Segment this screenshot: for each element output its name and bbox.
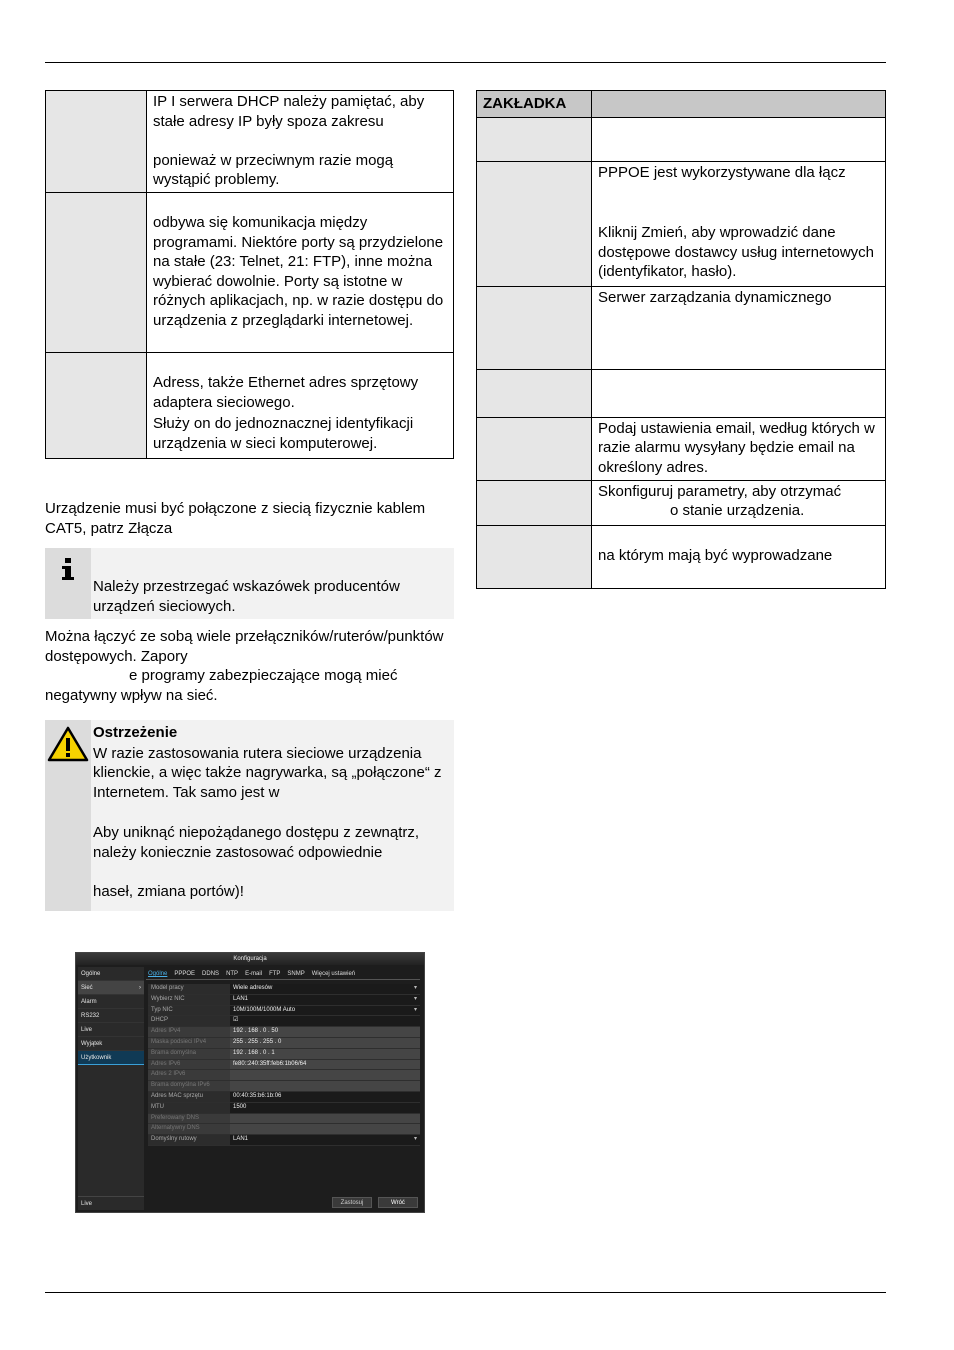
- dvr-back-button[interactable]: Wróć: [378, 1197, 418, 1208]
- dvr-setting-row: Brama domyślna IPv6: [148, 1081, 420, 1092]
- tab-name-cell: [477, 286, 592, 369]
- info-icon: [61, 558, 75, 580]
- dvr-side-menu: [78, 967, 144, 1210]
- tab-name-cell: [477, 525, 592, 588]
- dvr-tab[interactable]: FTP: [269, 971, 281, 977]
- warning-icon: [47, 726, 89, 762]
- dvr-setting-row[interactable]: DHCP ☑: [148, 1016, 420, 1027]
- dvr-setting-row[interactable]: MTU 1500: [148, 1103, 420, 1114]
- dvr-tab[interactable]: PPPOE: [174, 971, 196, 977]
- dvr-tab[interactable]: DDNS: [202, 971, 220, 977]
- tab-desc-cell: Skonfiguruj parametry, aby otrzymać o stanie urządzenia.: [592, 480, 886, 525]
- info-note-text: Należy przestrzegać wskazówek producentów urządzeń sieciowych.: [93, 578, 400, 615]
- tab-desc-cell: PPPOE jest wykorzystywane dla łącz Kliknij Zmień, aby wprowadzić dane dostępowe dostawcy usług internetowych (identyfikator, hasło).: [592, 161, 886, 286]
- definition-cell: IP I serwera DHCP należy pamiętać, aby stałe adresy IP były spoza zakresu ponieważ w przeciwnym razie mogą wystąpić problemy.: [147, 91, 454, 193]
- dvr-configuration-screenshot: [75, 952, 425, 1213]
- dvr-tab[interactable]: SNMP: [287, 971, 305, 977]
- warning-title: Ostrzeżenie: [93, 724, 178, 741]
- dvr-setting-row: Adres 2 IPv6: [148, 1070, 420, 1081]
- warning-text: W razie zastosowania rutera sieciowe urządzenia klienckie, a więc także nagrywarka, są „połączone“ z Internetem. Tak samo jest w: [93, 744, 442, 801]
- column-header-description: [592, 91, 886, 118]
- dvr-menu-item[interactable]: Live: [78, 1023, 144, 1037]
- tab-desc-cell: Podaj ustawienia email, według których w razie alarmu wysyłany będzie email na określony adres.: [592, 417, 886, 480]
- header-rule: [45, 62, 886, 63]
- dvr-menu-item[interactable]: Alarm: [78, 995, 144, 1009]
- dvr-setting-row: Alternatywny DNS: [148, 1124, 420, 1135]
- dvr-menu-item[interactable]: RS232: [78, 1009, 144, 1023]
- dvr-tab[interactable]: Ogólne: [148, 971, 168, 977]
- tab-desc-cell: [592, 117, 886, 161]
- term-cell: [46, 353, 147, 459]
- dvr-tab[interactable]: Więcej ustawień: [311, 971, 356, 977]
- dvr-setting-row[interactable]: Wybierz NIC LAN1 ▾: [148, 995, 420, 1006]
- warning-text: haseł, zmiana portów)!: [93, 883, 244, 900]
- network-terms-table: [45, 90, 454, 459]
- dvr-setting-row: Adres IPv4 192 . 168 . 0 . 50: [148, 1027, 420, 1038]
- dvr-setting-row[interactable]: Typ NIC 10M/100M/1000M Auto ▾: [148, 1006, 420, 1017]
- dvr-setting-row: Preferowany DNS: [148, 1114, 420, 1125]
- definition-cell: Adress, także Ethernet adres sprzętowy adaptera sieciowego. Służy on do jednoznacznej identyfikacji urządzenia w sieci komputerowej.: [147, 353, 454, 459]
- tab-name-cell: [477, 369, 592, 417]
- dvr-setting-row[interactable]: Model pracy Wiele adresów ▾: [148, 984, 420, 995]
- dvr-tab[interactable]: NTP: [226, 971, 239, 977]
- column-header-tab: ZAKŁADKA: [477, 91, 592, 118]
- tab-name-cell: [477, 480, 592, 525]
- tab-description-table: [476, 90, 886, 589]
- footer-rule: [45, 1292, 886, 1293]
- warning-text: Aby uniknąć niepożądanego dostępu z zewnątrz, należy koniecznie zastosować odpowiednie: [93, 824, 420, 861]
- tab-desc-cell: [592, 369, 886, 417]
- term-cell: [46, 193, 147, 353]
- warning-note: [45, 720, 454, 911]
- dvr-apply-button[interactable]: Zastosuj: [332, 1197, 372, 1208]
- dvr-settings-list: [148, 984, 420, 1146]
- tab-desc-cell: na którym mają być wyprowadzane: [592, 525, 886, 588]
- dvr-menu-item[interactable]: Sieć ›: [78, 981, 144, 995]
- connection-paragraph: Urządzenie musi być połączone z siecią fizycznie kablem CAT5, patrz Złącza: [45, 500, 426, 537]
- tab-name-cell: [477, 417, 592, 480]
- term-cell: [46, 91, 147, 193]
- dvr-setting-row: Maska podsieci IPv4 255 . 255 . 255 . 0: [148, 1038, 420, 1049]
- dvr-setting-row: Adres MAC sprzętu 00:40:35:b6:1b:06: [148, 1092, 420, 1103]
- dvr-tab[interactable]: E-mail: [245, 971, 263, 977]
- tab-desc-cell: Serwer zarządzania dynamicznego: [592, 286, 886, 369]
- tab-name-cell: [477, 161, 592, 286]
- tab-name-cell: [477, 117, 592, 161]
- dvr-menu-live[interactable]: Live: [78, 1196, 144, 1210]
- dvr-menu-item[interactable]: Ogólne: [78, 967, 144, 981]
- switch-paragraph: Można łączyć ze sobą wiele przełączników/ruterów/punktów dostępowych. Zapory e programy zabezpieczające mogą mieć negatywny wpływ na sieć.: [45, 628, 444, 704]
- dvr-tab-bar: [146, 970, 420, 980]
- dvr-setting-row: Brama domyślna 192 . 168 . 0 . 1: [148, 1049, 420, 1060]
- dvr-setting-row[interactable]: Domyślny rutowy LAN1 ▾: [148, 1135, 420, 1146]
- dvr-window-title: Konfiguracja: [76, 953, 424, 965]
- definition-cell: odbywa się komunikacja między programami. Niektóre porty są przydzielone na stałe (23: Telnet, 21: FTP), inne można wybierać dowolnie. Porty są istotne w różnych aplikacjach, np. w razie dostępu do urządzenia z przeglądarki internetowej.: [147, 193, 454, 353]
- dvr-menu-item[interactable]: Użytkownik: [78, 1051, 144, 1065]
- dvr-menu-item[interactable]: Wyjątek: [78, 1037, 144, 1051]
- dvr-setting-row: Adres IPv6 fe80::240:35ff:feb6:1b06/64: [148, 1060, 420, 1071]
- info-note: [45, 548, 454, 619]
